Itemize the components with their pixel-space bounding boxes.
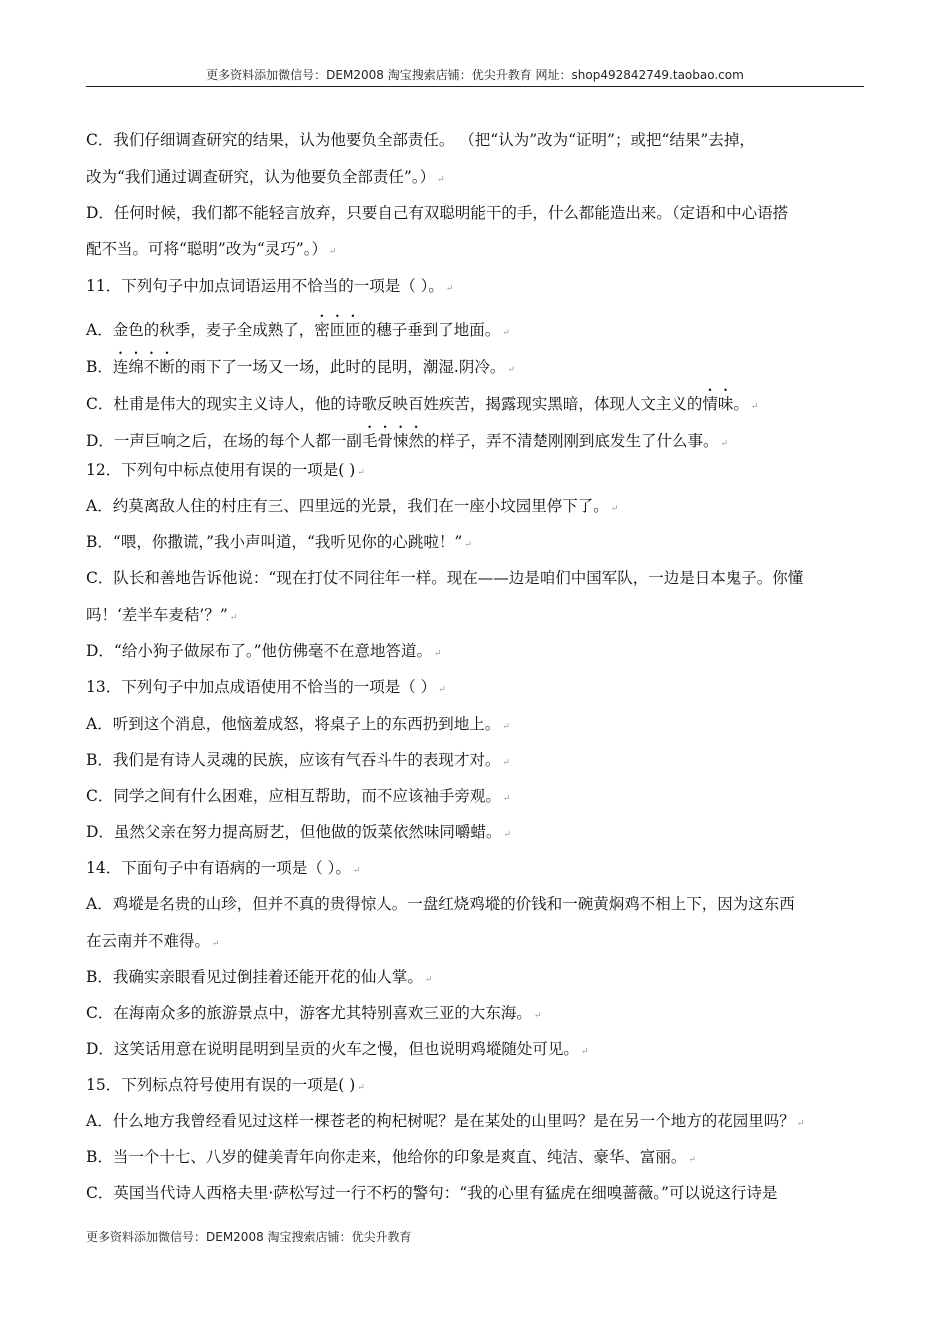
question-13-option-d: D．虽然父亲在努力提高厨艺，但他做的饭菜依然味同嚼蜡。 ↵	[86, 823, 511, 841]
question-14-option-c: C．在海南众多的旅游景点中，游客尤其特别喜欢三亚的大东海。 ↵	[86, 1004, 542, 1022]
question-12: 12．下列句中标点使用有误的一项是( ) ↵	[86, 461, 365, 479]
emphasized-word: 毛骨悚然	[361, 432, 424, 450]
answer-d-line-1: D．任何时候，我们都不能轻言放弃，只要自己有双聪明能干的手，什么都能造出来。（定语和中心语搭	[86, 204, 789, 222]
question-13-option-a: A．听到这个消息，他恼羞成怒，将桌子上的东西扔到地上。 ↵	[86, 715, 510, 733]
question-11-option-d: D．一声巨响之后，在场的每个人都一副毛骨悚然的样子，弄不清楚刚刚到底发生了什么事。 ↵	[86, 432, 729, 450]
question-11-option-b: B．连绵不断的雨下了一场又一场，此时的昆明，潮湿.阴冷。 ↵	[86, 358, 515, 376]
question-13-option-c: C．同学之间有什么困难，应相互帮助，而不应该袖手旁观。 ↵	[86, 787, 511, 805]
question-14-option-d: D．这笑话用意在说明昆明到呈贡的火车之慢，但也说明鸡㙡随处可见。 ↵	[86, 1040, 589, 1058]
question-14-option-a-line-1: A．鸡㙡是名贵的山珍，但并不真的贵得惊人。一盘红烧鸡㙡的价钱和一碗黄焖鸡不相上下，因为这东西	[86, 895, 795, 913]
question-11: 11．下列句子中加点词语运用不恰当的一项是（ ）。 ↵	[86, 277, 454, 295]
question-12-option-c-line-1: C．队长和善地告诉他说：“现在打仗不同往年一样。现在——边是咱们中国军队，一边是日本鬼子。你懂	[86, 569, 804, 587]
question-13: 13．下列句子中加点成语使用不恰当的一项是（ ） ↵	[86, 678, 446, 696]
answer-c-line-1: C．我们仔细调查研究的结果，认为他要负全部责任。 （把“认为”改为“证明”；或把“结果”去掉，	[86, 131, 755, 149]
answer-c-line-2: 改为“我们通过调查研究，认为他要负全部责任”。） ↵	[86, 168, 445, 186]
question-15-option-c: C．英国当代诗人西格夫里·萨松写过一行不朽的警句：“我的心里有猛虎在细嗅蔷薇。”可以说这行诗是	[86, 1184, 778, 1202]
question-14-option-a-line-2: 在云南并不难得。 ↵	[86, 932, 220, 950]
question-12-option-b: B．“喂，你撒谎，”我小声叫道，“我听见你的心跳啦！” ↵	[86, 533, 472, 551]
question-14: 14．下面句子中有语病的一项是（ ）。 ↵	[86, 859, 361, 877]
page-footer: 更多资料添加微信号：DEM2008 淘宝搜索店铺：优尖升教育	[86, 1230, 412, 1244]
question-12-option-a: A．约莫离敌人住的村庄有三、四里远的光景，我们在一座小坟园里停下了。 ↵	[86, 497, 619, 515]
question-14-option-b: B．我确实亲眼看见过倒挂着还能开花的仙人掌。 ↵	[86, 968, 433, 986]
page-header: 更多资料添加微信号：DEM2008 淘宝搜索店铺：优尖升教育 网址：shop492842749.taobao.com	[206, 68, 744, 82]
question-11-option-a: A．金色的秋季，麦子全成熟了，密匝匝的穗子垂到了地面。 ↵	[86, 321, 510, 339]
emphasized-word: 情味	[702, 395, 734, 413]
question-15: 15．下列标点符号使用有误的一项是( ) ↵	[86, 1076, 365, 1094]
emphasized-word: 连绵不断	[112, 358, 175, 376]
question-13-option-b: B．我们是有诗人灵魂的民族，应该有气吞斗牛的表现才对。 ↵	[86, 751, 510, 769]
header-divider	[86, 86, 864, 87]
answer-d-line-2: 配不当。可将“聪明”改为“灵巧”。） ↵	[86, 240, 337, 258]
emphasized-word: 密匝匝	[314, 321, 361, 339]
question-11-option-c: C．杜甫是伟大的现实主义诗人，他的诗歌反映百姓疾苦，揭露现实黑暗，体现人文主义的情味。 ↵	[86, 395, 759, 413]
question-15-option-b: B．当一个十七、八岁的健美青年向你走来，他给你的印象是爽直、纯洁、豪华、富丽。 ↵	[86, 1148, 696, 1166]
question-15-option-a: A．什么地方我曾经看见过这样一棵苍老的枸杞树呢？是在某处的山里吗？是在另一个地方的花园里吗？ ↵	[86, 1112, 805, 1130]
question-12-option-d: D．“给小狗子做尿布了。”他仿佛毫不在意地答道。 ↵	[86, 642, 442, 660]
question-12-option-c-line-2: 吗！‘差半车麦秸’？” ↵	[86, 606, 238, 624]
